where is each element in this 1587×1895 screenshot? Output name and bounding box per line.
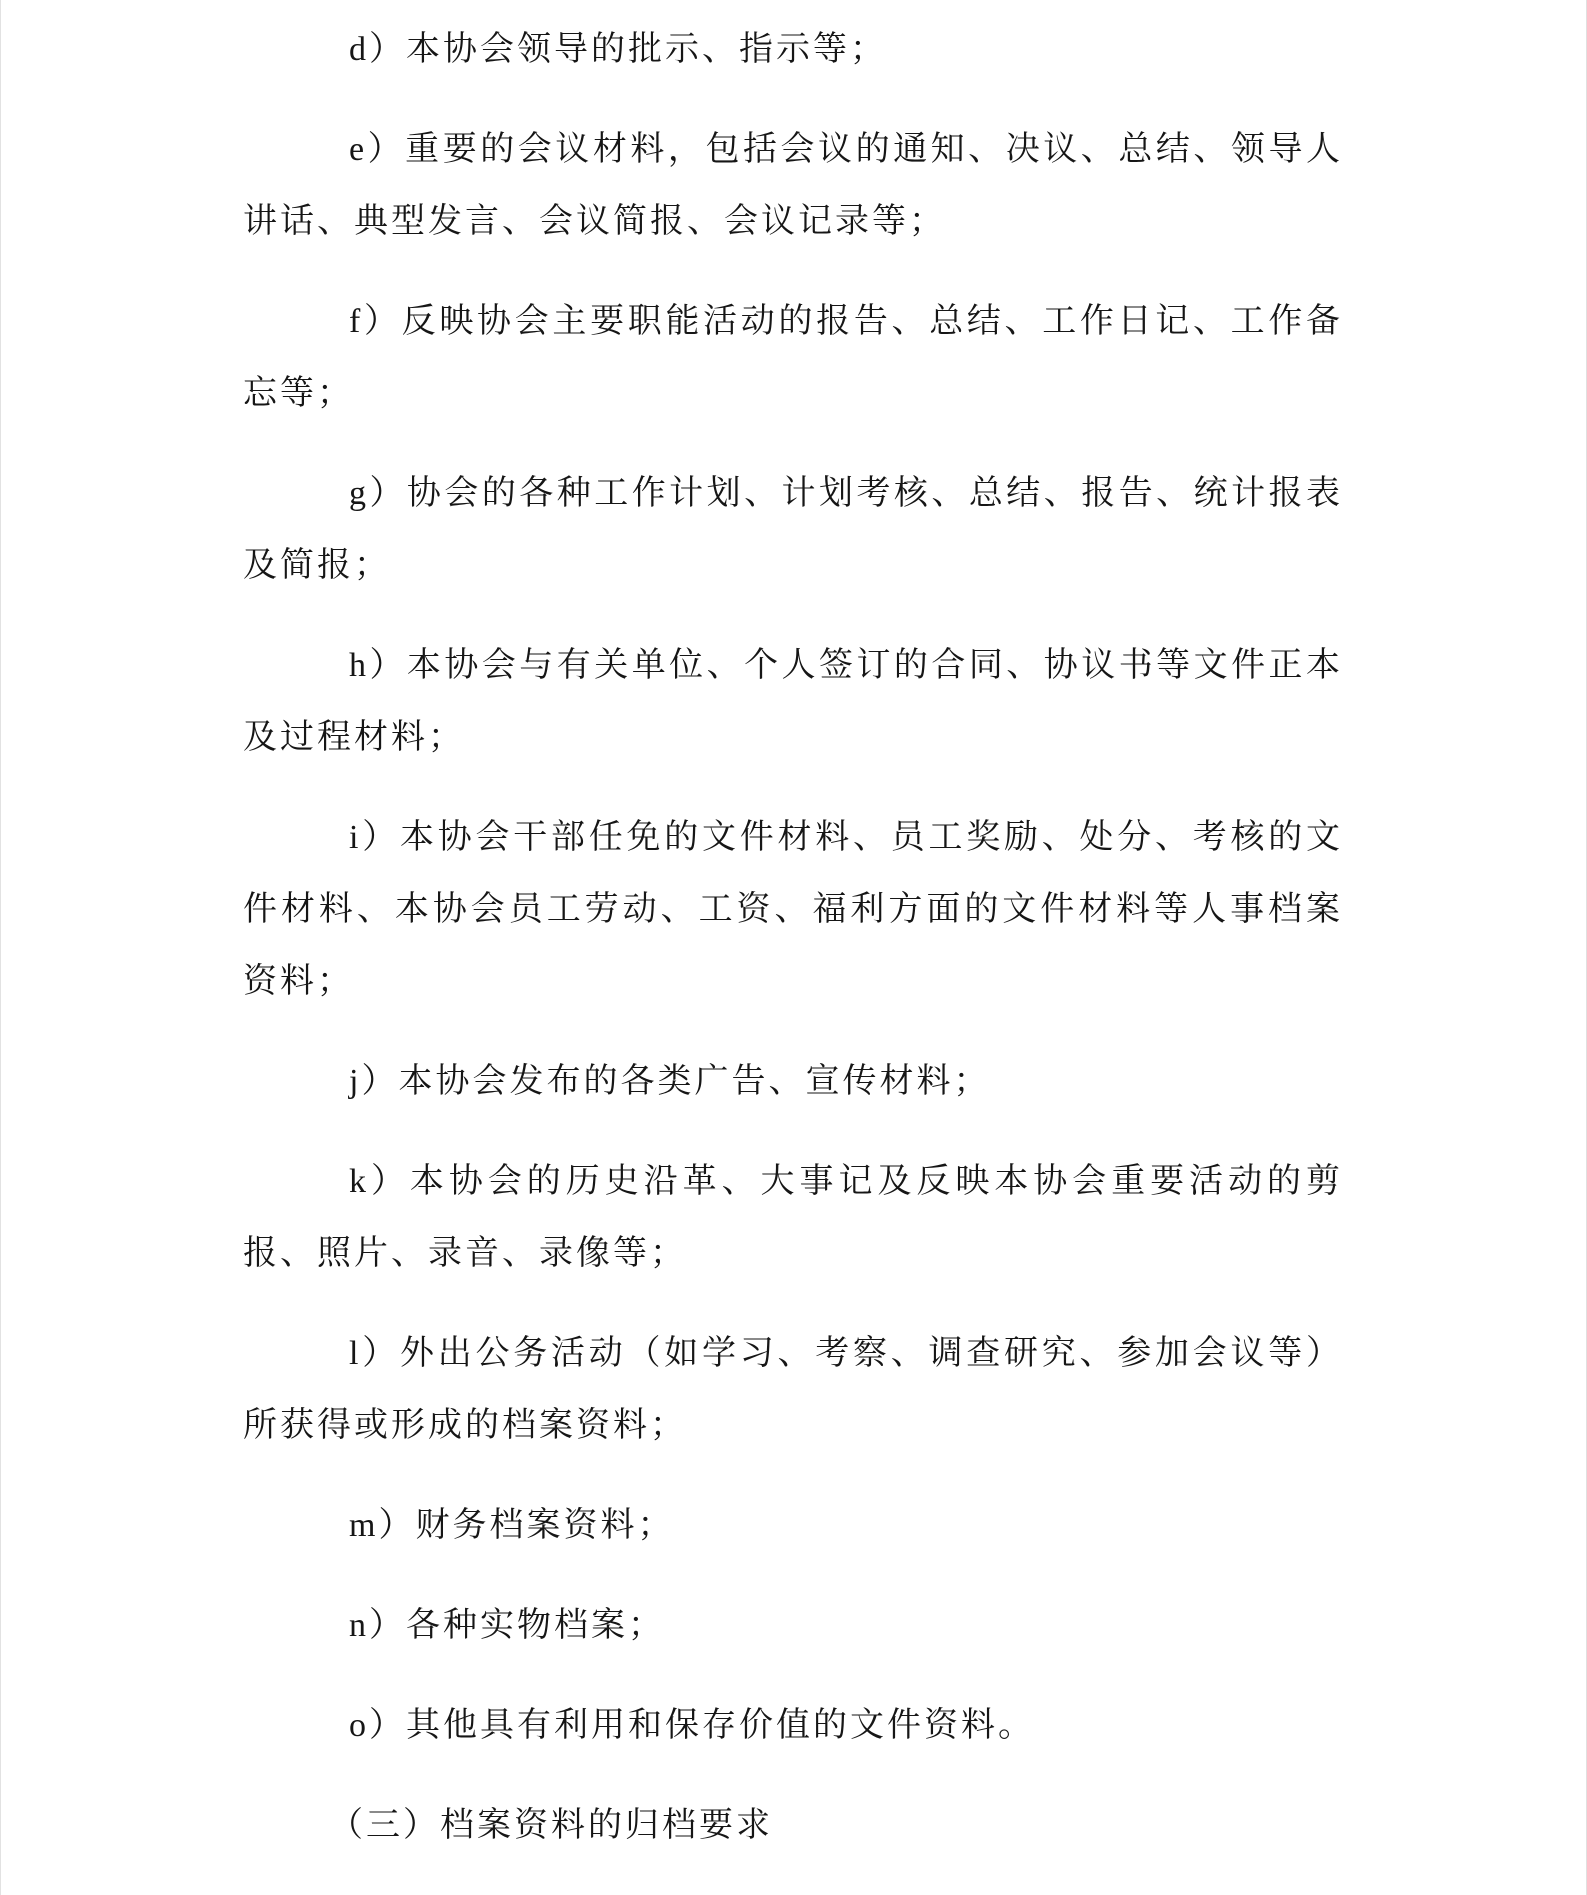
- list-item-m: m）财务档案资料；: [349, 1507, 675, 1544]
- list-item-k: k）本协会的历史沿革、大事记及反映本协会重要活动的剪报、照片、录音、录像等；: [243, 1163, 1343, 1272]
- list-item-g: g）协会的各种工作计划、计划考核、总结、报告、统计报表及简报；: [243, 475, 1343, 584]
- list-item-j: j）本协会发布的各类广告、宣传材料；: [349, 1063, 991, 1100]
- list-item-i: i）本协会干部任免的文件材料、员工奖励、处分、考核的文件材料、本协会员工劳动、工资、福利方面的文件材料等人事档案资料；: [243, 819, 1343, 1000]
- document-body: [243, 14, 1343, 1862]
- list-item-h: h）本协会与有关单位、个人签订的合同、协议书等文件正本及过程材料；: [243, 647, 1343, 756]
- list-item-d: d）本协会领导的批示、指示等；: [349, 31, 887, 68]
- section-heading: （三）档案资料的归档要求: [329, 1807, 773, 1844]
- list-item-l: l）外出公务活动（如学习、考察、调查研究、参加会议等）所获得或形成的档案资料；: [243, 1335, 1343, 1444]
- list-item-n: n）各种实物档案；: [349, 1607, 665, 1644]
- list-item-o: o）其他具有利用和保存价值的文件资料。: [349, 1707, 1035, 1744]
- list-item-f: f）反映协会主要职能活动的报告、总结、工作日记、工作备忘等；: [243, 303, 1343, 412]
- list-item-e: e）重要的会议材料，包括会议的通知、决议、总结、领导人讲话、典型发言、会议简报、会议记录等；: [243, 131, 1343, 240]
